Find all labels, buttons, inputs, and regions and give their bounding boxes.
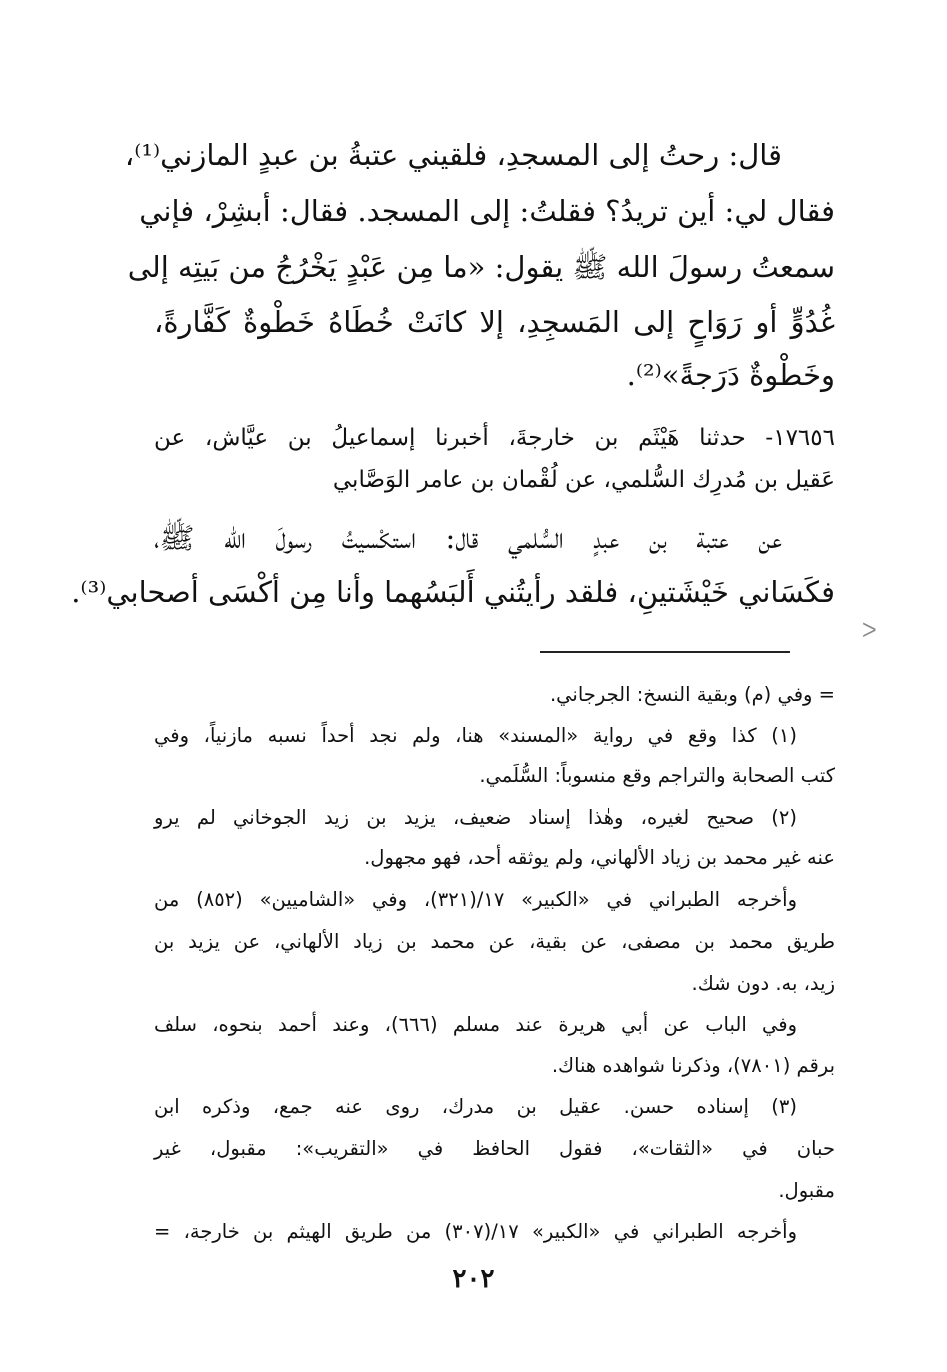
footnote-line-12: حبان في «الثقات»، فقول الحافظ في «التقريب»: مقبول، غير (154, 1137, 835, 1160)
main-text-line-4: غُدُوٍّ أو رَوَاحٍ إلى المَسجِدِ، إلا كانَتْ خُطَاهُ خَطْوةٌ كَفَّارةً، (154, 305, 835, 339)
footnote-line-10: برقم (٧٨٠١)، وذكرنا شواهده هناك. (551, 1054, 835, 1077)
main-text-line-5: وخَطْوةٌ دَرَجةً»⁽²⁾. (626, 358, 835, 392)
footnote-line-7: طريق محمد بن مصفى، عن بقية، عن محمد بن زياد الألهاني، عن يزيد بن (154, 930, 835, 953)
hadith-text-line-1: عن عتبة بن عبدٍ السُّلمي قال: استكْسيتُ رسولَ الله ﷺ، (154, 521, 782, 555)
footnote-line-9: وفي الباب عن أبي هريرة عند مسلم (٦٦٦)، وعند أحمد بنحوه، سلف (154, 1013, 797, 1036)
footnote-line-14: وأخرجه الطبراني في «الكبير» ١٧/(٣٠٧) من طريق الهيثم بن خارجة، = (154, 1220, 797, 1243)
hadith-chain-line-1: ١٧٦٥٦- حدثنا هَيْثَم بن خارجةَ، أخبرنا إسماعيلُ بن عيَّاش، عن (154, 425, 835, 451)
main-text-line-3: سمعتُ رسولَ الله ﷺ يقول: «ما مِن عَبْدٍ يَخْرُجُ من بَيتِه إلى (127, 250, 835, 284)
footnote-separator (540, 651, 790, 653)
footnote-line-11: (٣) إسناده حسن. عقيل بن مدرك، روى عنه جمع، وذكره ابن (154, 1095, 797, 1118)
margin-mark: ᐳ (862, 618, 877, 642)
footnote-line-6: وأخرجه الطبراني في «الكبير» ١٧/(٣٢١)، وفي «الشاميين» (٨٥٢) من (154, 888, 797, 911)
main-text-line-1: قال: رحتُ إلى المسجدِ، فلقيني عتبةُ بن عبدٍ المازني⁽¹⁾، (124, 138, 782, 172)
footnote-line-13: مقبول. (778, 1179, 835, 1202)
footnote-line-5: عنه غير محمد بن زياد الألهاني، ولم يوثقه أحد، فهو مجهول. (364, 846, 835, 869)
footnote-line-4: (٢) صحيح لغيره، وهٰذا إسناد ضعيف، يزيد بن زيد الجوخاني لم يرو (154, 806, 797, 829)
page-number: ٢٠٢ (452, 1264, 495, 1294)
footnote-line-3: كتب الصحابة والتراجم وقع منسوباً: السُّلَمي. (479, 764, 835, 787)
hadith-chain-line-2: عَقيل بن مُدرِك السُّلمي، عن لُقْمان بن عامر الوَصَّابي (332, 467, 835, 493)
footnote-line-1: = وفي (م) وبقية النسخ: الجرجاني. (549, 683, 835, 706)
footnote-line-8: زيد، به. دون شك. (691, 972, 835, 995)
hadith-text-line-2: فكَسَاني خَيْشَتينِ، فلقد رأيتُني أَلبَسُهما وأنا مِن أكْسَى أصحابي⁽³⁾. (71, 575, 835, 609)
footnote-line-2: (١) كذا وقع في رواية «المسند» هنا، ولم نجد أحداً نسبه مازنياً، وفي (154, 724, 797, 747)
main-text-line-2: فقال لي: أين تريدُ؟ فقلتُ: إلى المسجد. فقال: أبشِرْ، فإني (139, 194, 835, 228)
